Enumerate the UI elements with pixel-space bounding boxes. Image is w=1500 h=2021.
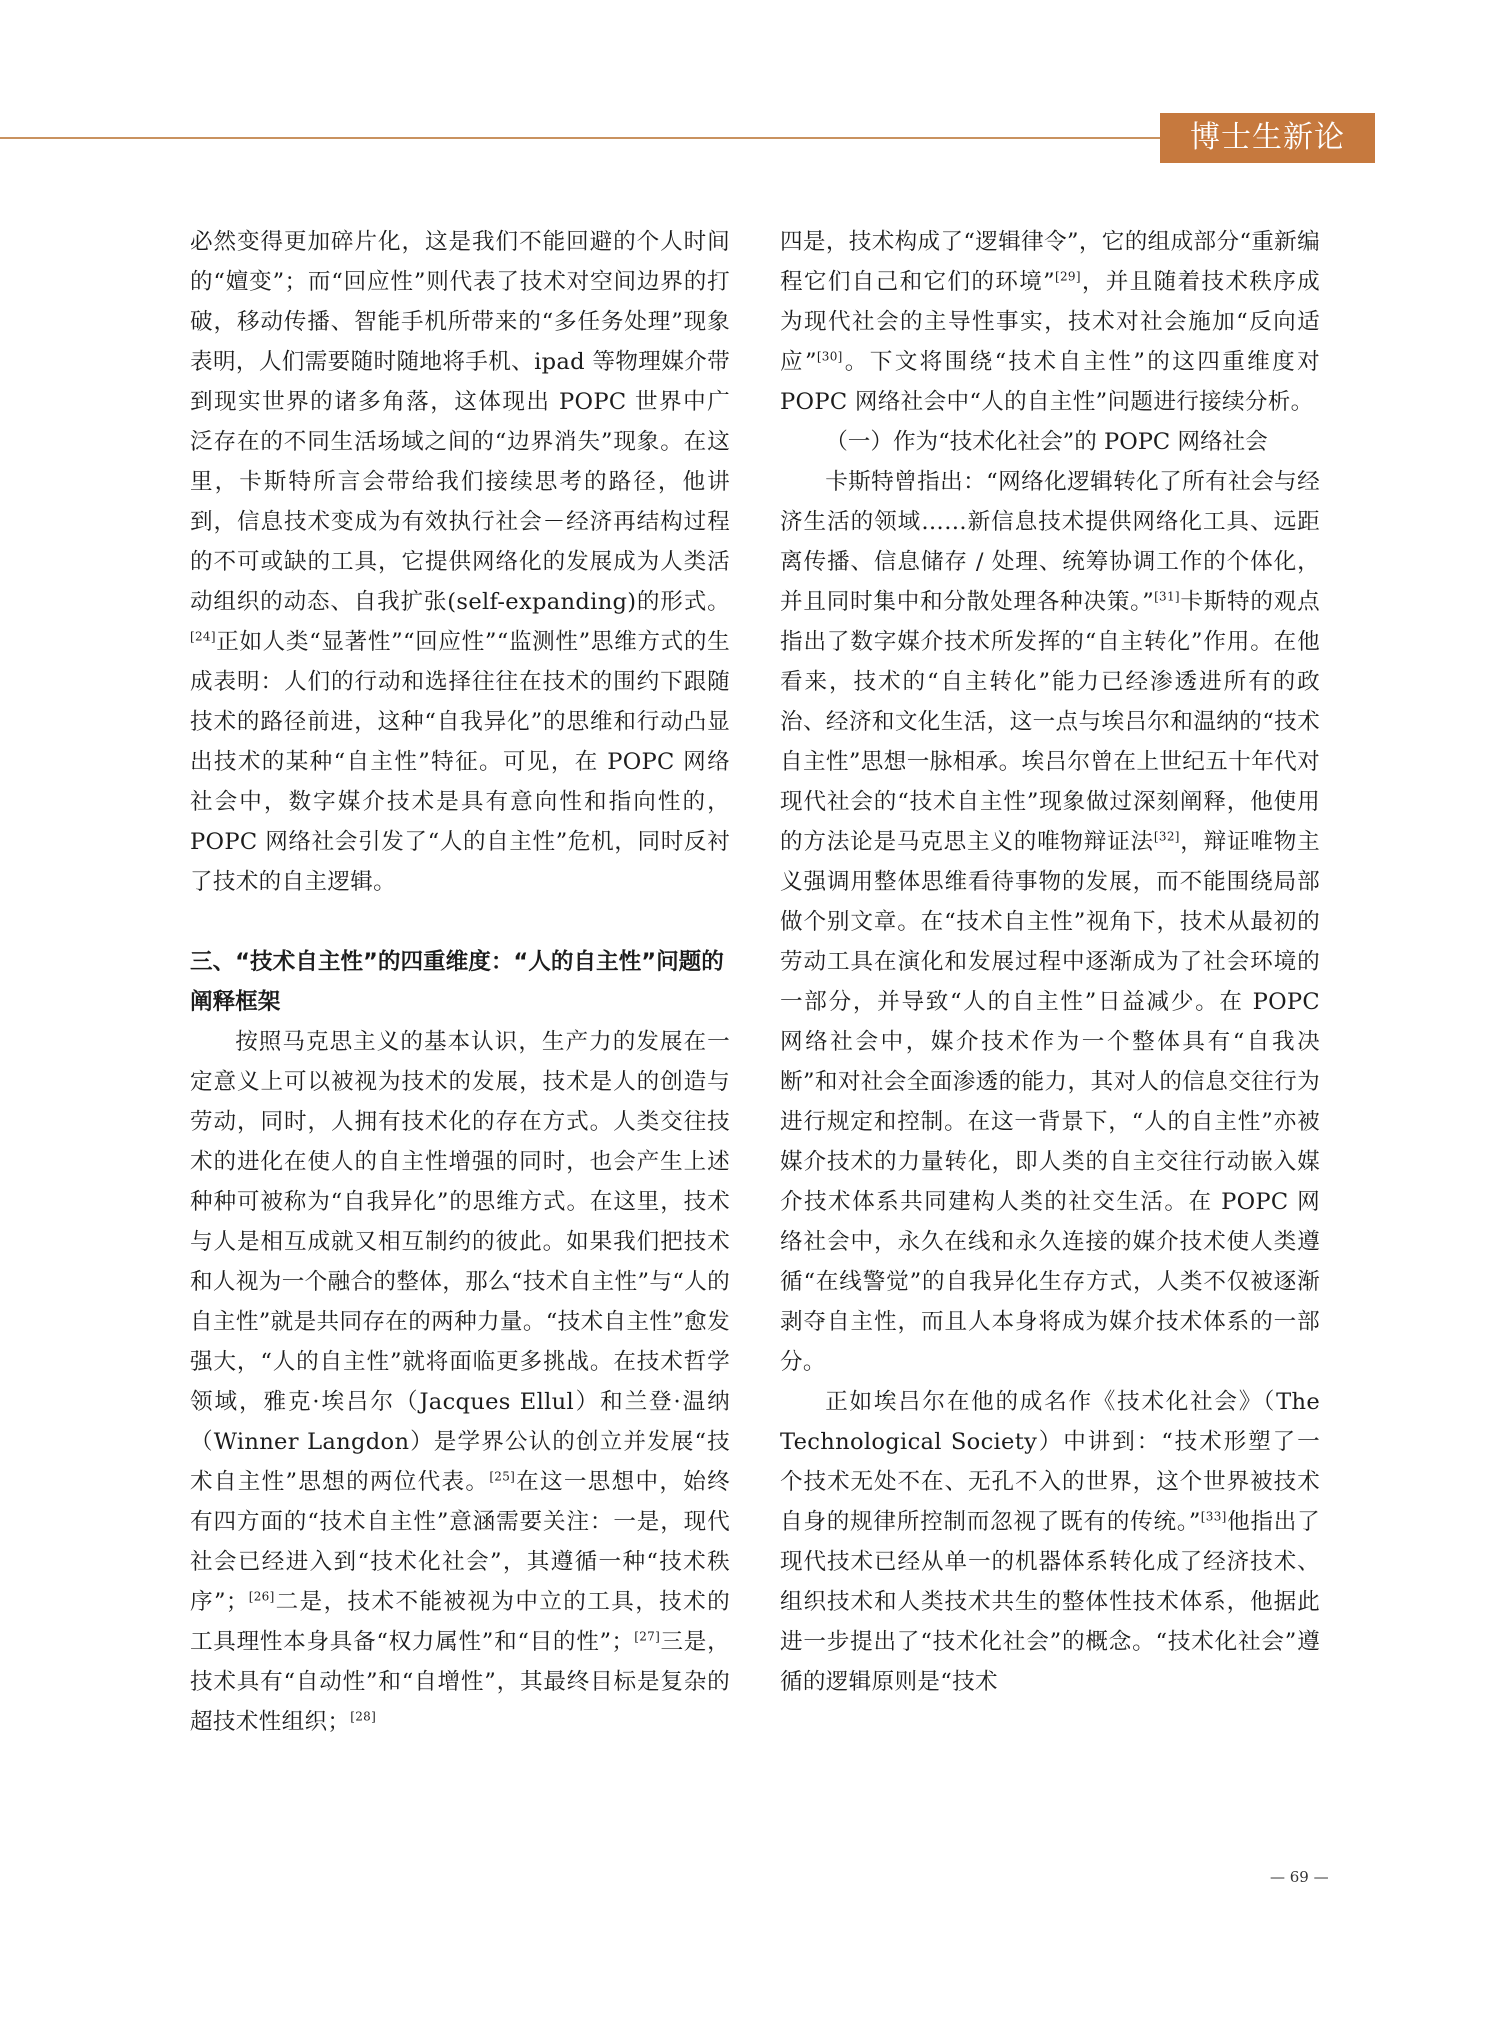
text-run: 他指出了现代技术已经从单一的机器体系转化成了经济技术、组织技术和人类技术共生的整体性技术体系，他据此进一步提出了“技术化社会”的概念。“技术化社会”遵循的逻辑原则是“技术: [780, 1509, 1321, 1695]
paragraph: [190, 1022, 730, 1742]
section-heading: 三、“技术自主性”的四重维度：“人的自主性”问题的阐释框架: [190, 949, 724, 1015]
citation-ref: [27]: [634, 1629, 661, 1644]
text-run: 。下文将围绕“技术自主性”的这四重维度对 POPC 网络社会中“人的自主性”问题进行接续分析。: [780, 349, 1320, 415]
text-run: ，辩证唯物主义强调用整体思维看待事物的发展，而不能围绕局部做个别文章。在“技术自主性”视角下，技术从最初的劳动工具在演化和发展过程中逐渐成为了社会环境的一部分，并导致“人的自主性”日益减少。在 POPC 网络社会中，媒介技术作为一个整体具有“自我决断”和对社会全面渗透的能力，其对人的信息交往行为进行规定和控制。在这一背景下，“人的自主性”亦被媒介技术的力量转化，即人类的自主交往行动嵌入媒介技术体系共同建构人类的社交生活。在 POPC 网络社会中，永久在线和永久连接的媒介技术使人类遵循“在线警觉”的自我异化生存方式，人类不仅被逐渐剥夺自主性，而且人本身将成为媒介技术体系的一部分。: [780, 829, 1320, 1375]
paragraph: [780, 462, 1320, 1382]
citation-ref: [33]: [1200, 1509, 1227, 1524]
text-run: 四是，技术构成了“逻辑律令”，它的组成部分“重新编程它们自己和它们的环境”: [780, 229, 1320, 295]
text-run: 二是，技术不能被视为中立的工具，技术的工具理性本身具备“权力属性”和“目的性”；: [190, 1589, 730, 1655]
text-run: ，并且随着技术秩序成为现代社会的主导性事实，技术对社会施加“反向适应”: [780, 269, 1321, 375]
citation-ref: [29]: [1054, 269, 1081, 284]
text-run: 必然变得更加碎片化，这是我们不能回避的个人时间的“嬗变”；而“回应性”则代表了技术对空间边界的打破，移动传播、智能手机所带来的“多任务处理”现象表明，人们需要随时随地将手机、ipad 等物理媒介带到现实世界的诸多角落，这体现出 POPC 世界中广泛存在的不同生活场域之间的“边界消失”现象。在这里，卡斯特所言会带给我们接续思考的路径，他讲到，信息技术变成为有效执行社会－经济再结构过程的不可或缺的工具，它提供网络化的发展成为人类活动组织的动态、自我扩张(self-expanding)的形式。: [190, 229, 730, 615]
subsection-heading: （一）作为“技术化社会”的 POPC 网络社会: [825, 429, 1268, 455]
text-run: 在这一思想中，始终有四方面的“技术自主性”意涵需要关注：一是，现代社会已经进入到“技术化社会”，其遵循一种“技术秩序”；: [190, 1469, 731, 1615]
citation-ref: [24]: [190, 629, 216, 644]
text-run: 正如人类“显著性”“回应性”“监测性”思维方式的生成表明：人们的行动和选择往往在技术的围约下跟随技术的路径前进，这种“自我异化”的思维和行动凸显出技术的某种“自主性”特征。可见，在 POPC 网络社会中，数字媒介技术是具有意向性和指向性的，POPC 网络社会引发了“人的自主性”危机，同时反衬了技术的自主逻辑。: [190, 629, 730, 895]
citation-ref: [25]: [489, 1469, 516, 1484]
citation-ref: [31]: [1154, 589, 1180, 604]
citation-ref: [26]: [248, 1589, 275, 1604]
paragraph: [190, 222, 730, 902]
right-column: [780, 222, 1320, 1702]
text-run: 卡斯特的观点指出了数字媒介技术所发挥的“自主转化”作用。在他看来，技术的“自主转化”能力已经渗透进所有的政治、经济和文化生活，这一点与埃吕尔和温纳的“技术自主性”思想一脉相承。埃吕尔曾在上世纪五十年代对现代社会的“技术自主性”现象做过深刻阐释，他使用的方法论是马克思主义的唯物辩证法: [780, 589, 1320, 855]
paragraph: [780, 222, 1320, 422]
page-number: — 69 —: [1270, 1868, 1329, 1886]
citation-ref: [28]: [350, 1709, 377, 1724]
header-rule: [0, 137, 1160, 139]
section-label: 博士生新论: [1160, 113, 1375, 163]
left-column: [190, 222, 730, 1742]
text-run: 卡斯特曾指出：“网络化逻辑转化了所有社会与经济生活的领域……新信息技术提供网络化工具、远距离传播、信息储存 / 处理、统筹协调工作的个体化，并且同时集中和分散处理各种决策。”: [780, 469, 1320, 615]
text-run: 正如埃吕尔在他的成名作《技术化社会》（The Technological Society）中讲到：“技术形塑了一个技术无处不在、无孔不入的世界，这个世界被技术自身的规律所控制而忽视了既有的传统。”: [780, 1389, 1320, 1535]
text-run: 三是，技术具有“自动性”和“自增性”，其最终目标是复杂的超技术性组织；: [190, 1629, 730, 1735]
citation-ref: [30]: [816, 349, 843, 364]
citation-ref: [32]: [1153, 829, 1180, 844]
text-run: 按照马克思主义的基本认识，生产力的发展在一定意义上可以被视为技术的发展，技术是人的创造与劳动，同时，人拥有技术化的存在方式。人类交往技术的进化在使人的自主性增强的同时，也会产生上述种种可被称为“自我异化”的思维方式。在这里，技术与人是相互成就又相互制约的彼此。如果我们把技术和人视为一个融合的整体，那么“技术自主性”与“人的自主性”就是共同存在的两种力量。“技术自主性”愈发强大，“人的自主性”就将面临更多挑战。在技术哲学领域，雅克·埃吕尔（Jacques Ellul）和兰登·温纳（Winner Langdon）是学界公认的创立并发展“技术自主性”思想的两位代表。: [190, 1029, 730, 1495]
paragraph: [780, 1382, 1320, 1702]
